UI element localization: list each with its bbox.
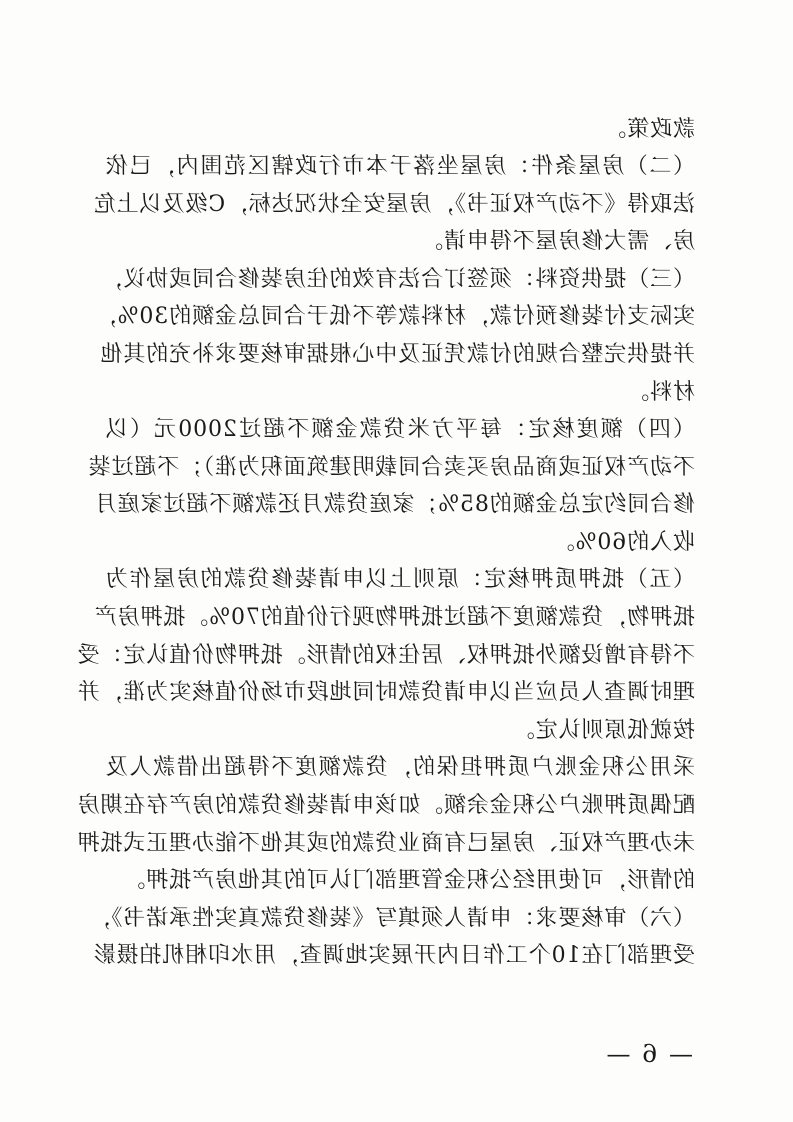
text-line: 未办理产权证、房屋已有商业贷款的或其他不能办理正式抵押 [76, 831, 695, 856]
text-line: 修合同约定总金额的85%；家庭贷款月还款额不超过家庭月 [93, 492, 695, 517]
text-line: 不动产权证或商品房买卖合同载明建筑面积为准）；不超过装 [87, 455, 695, 480]
text-line: （三）提供资料：须签订合法有效的住房装修合同或协议， [99, 267, 695, 292]
text-line: 材料。 [626, 380, 695, 405]
text-line: 配偶质押账户公积金余额。如该申请装修贷款的房产存在期房 [76, 793, 695, 818]
text-line: （二）房屋条件：房屋坐落于本市行政辖区范围内，已依 [105, 154, 695, 179]
page-number: — 6 — [604, 1040, 693, 1068]
text-line: 采用公积金账户质押担保的，贷款额度不得超出借款人及 [105, 755, 695, 780]
text-line: 款政策。 [603, 117, 695, 142]
text-line: 的情形，可使用经公积金管理部门认可的其他房产抵押。 [122, 868, 695, 893]
text-line: 收入的60%。 [551, 530, 695, 555]
text-line: 受理部门在10个工作日内开展实地调查，用水印相机拍摄影 [92, 943, 695, 968]
text-line: （四）额度核定：每平方米贷款金额不超过2000元（以 [105, 417, 695, 442]
text-line: （五）抵押质押核定：原则上以申请装修贷款的房屋作为 [105, 567, 695, 592]
text-line: （六）审核要求：申请人须填写《装修贷款真实性承诺书》， [87, 906, 695, 931]
text-line: 并提供完整合规的付款凭证及中心根据审核要求补充的其他 [99, 342, 695, 367]
text-line: 实际支付装修预付款，材料款等不低于合同总金额的30%， [93, 304, 695, 329]
text-line: 按就低原则认定。 [511, 718, 695, 743]
text-line: 不得有增设额外抵押权、居住权的情形。抵押物价值认定：受 [76, 643, 695, 668]
text-line: 理时调查人员应当以申请贷款时同地段市场价值核实为准，并 [76, 680, 695, 705]
text-line: 房、需大修房屋不得申请。 [420, 229, 695, 254]
text-line: 法取得《不动产权证书》，房屋安全状况达标，C级及以上危 [92, 192, 695, 217]
text-line: 抵押物，贷款额度不超过抵押物现行价值的70%。抵押房产 [93, 605, 695, 630]
